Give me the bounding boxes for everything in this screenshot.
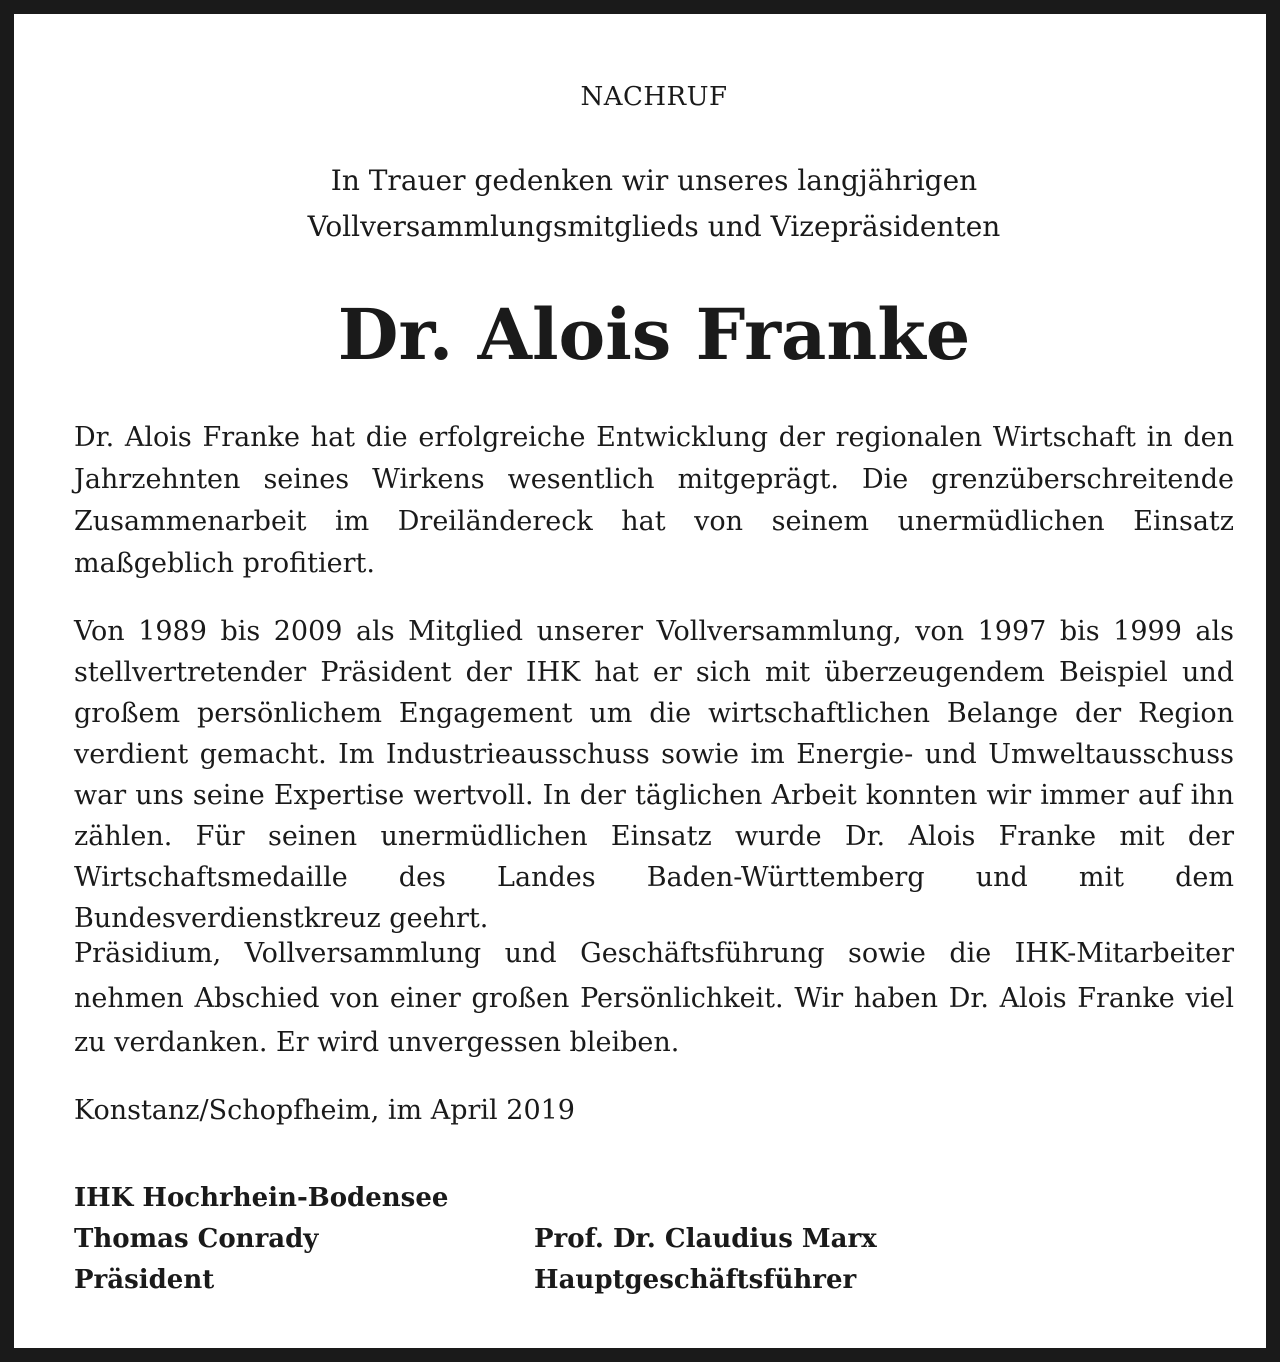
body-paragraph: Präsidium, Vollversammlung und Geschäftsführung sowie die IHK-Mitarbeiter nehmen Abschied von einer großen Persönlichkeit. Wir haben Dr. Alois Franke viel zu verdanken. Er wird unvergessen bleiben. [74,938,1234,1058]
signature-organization: IHK Hochrhein-Bodensee [74,1183,449,1213]
intro-line: Vollversammlungsmitglieds und Vizepräsidenten [307,210,1001,243]
signature-name: Thomas Conrady [74,1224,319,1254]
signature-name: Prof. Dr. Claudius Marx [534,1224,877,1254]
intro-line: In Trauer gedenken wir unseres langjährigen [330,164,978,197]
notice-heading: NACHRUF [580,82,728,112]
deceased-name: Dr. Alois Franke [337,293,971,376]
signature-left [74,1178,448,1301]
signature-title: Präsident [74,1265,215,1295]
signature-title: Hauptgeschäftsführer [534,1265,857,1295]
place-date: Konstanz/Schopfheim, im April 2019 [74,1095,575,1126]
signature-right [534,1219,877,1301]
intro-text [14,158,1280,250]
body-paragraph: Dr. Alois Franke hat die erfolgreiche Entwicklung der regionalen Wirtschaft in den Jahrzehnten seines Wirkens wesentlich mitgeprägt. Die grenzüberschreitende Zusammenarbeit im Dreiländereck hat von seinem unermüdlichen Einsatz maßgeblich profitiert. [74,422,1234,579]
body-paragraph: Von 1989 bis 2009 als Mitglied unserer Vollversammlung, von 1997 bis 1999 als stellvertretender Präsident der IHK hat er sich mit überzeugendem Beispiel und großem persönlichem Engagement um die wirtschaftlichen Belange der Region verdient gemacht. Im Industrieausschuss sowie im Energie- und Umweltausschuss war uns seine Expertise wertvoll. In der täglichen Arbeit konnten wir immer auf ihn zählen. Für seinen unermüdlichen Einsatz wurde Dr. Alois Franke mit der Wirtschaftsmedaille des Landes Baden-Württemberg und mit dem Bundesverdienstkreuz geehrt. [74,616,1234,934]
